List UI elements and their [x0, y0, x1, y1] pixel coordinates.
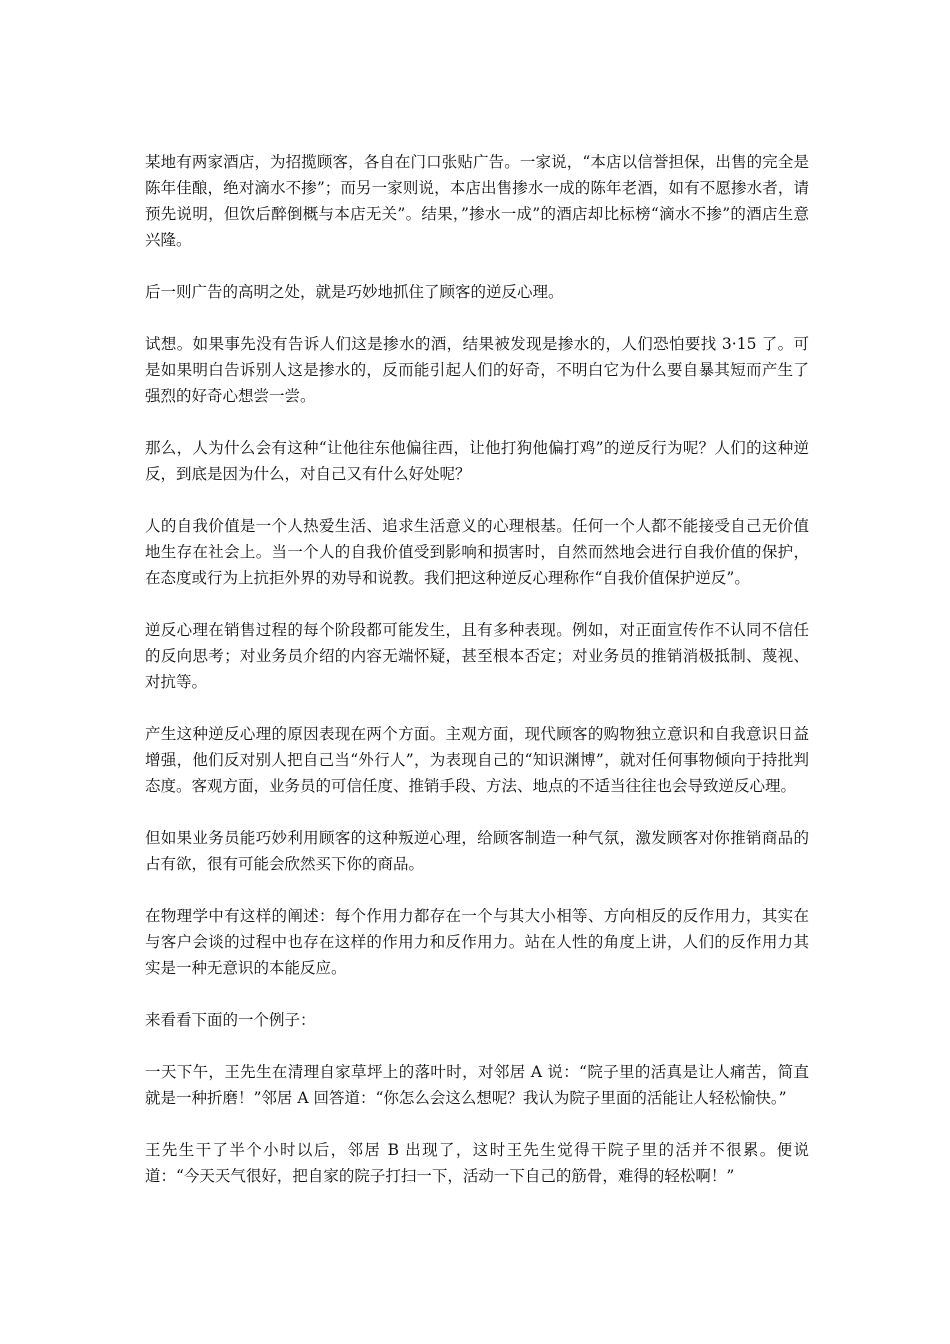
paragraph-12: 王先生干了半个小时以后，邻居 B 出现了，这时王先生觉得干院子里的活并不很累。便说道：“今天天气很好，把自家的院子打扫一下，活动一下自己的筋骨，难得的轻松啊！” — [145, 1141, 809, 1185]
paragraph-9: 在物理学中有这样的阐述：每个作用力都存在一个与其大小相等、方向相反的反作用力，其实在与客户会谈的过程中也存在这样的作用力和反作用力。站在人性的角度上讲，人们的反作用力其实是一种无意识的本能反应。 — [145, 907, 809, 977]
paragraph-2: 后一则广告的高明之处，就是巧妙地抓住了顾客的逆反心理。 — [145, 283, 564, 301]
paragraph-5: 人的自我价值是一个人热爱生活、追求生活意义的心理根基。任何一个人都不能接受自己无价值地生存在社会上。当一个人的自我价值受到影响和损害时，自然而然地会进行自我价值的保护，在态度或行为上抗拒外界的劝导和说教。我们把这种逆反心理称作“自我价值保护逆反”。 — [145, 517, 809, 587]
paragraph-1: 某地有两家酒店，为招揽顾客，各自在门口张贴广告。一家说，“本店以信誉担保，出售的完全是陈年佳酿，绝对滴水不掺”；而另一家则说，本店出售掺水一成的陈年老酒，如有不愿掺水者，请预先说明，但饮后醉倒概与本店无关”。结果，”掺水一成”的酒店却比标榜“滴水不掺”的酒店生意兴隆。 — [145, 153, 809, 249]
paragraph-3: 试想。如果事先没有告诉人们这是掺水的酒，结果被发现是掺水的，人们恐怕要找 3·15 了。可是如果明白告诉别人这是掺水的，反而能引起人们的好奇，不明白它为什么要自暴其短而产生了强烈的好奇心想尝一尝。 — [145, 335, 809, 405]
paragraph-4: 那么，人为什么会有这种“让他往东他偏往西，让他打狗他偏打鸡”的逆反行为呢？人们的这种逆反，到底是因为什么，对自己又有什么好处呢？ — [145, 439, 809, 483]
paragraph-8: 但如果业务员能巧妙利用顾客的这种叛逆心理，给顾客制造一种气氛，激发顾客对你推销商品的占有欲，很有可能会欣然买下你的商品。 — [145, 829, 809, 873]
paragraph-10: 来看看下面的一个例子： — [145, 1011, 316, 1029]
paragraph-11: 一天下午，王先生在清理自家草坪上的落叶时，对邻居 A 说：“院子里的活真是让人痛苦，简直就是一种折磨！”邻居 A 回答道：“你怎么会这么想呢？我认为院子里面的活能让人轻松愉快。” — [145, 1063, 809, 1107]
document-body — [145, 149, 809, 1215]
paragraph-7: 产生这种逆反心理的原因表现在两个方面。主观方面，现代顾客的购物独立意识和自我意识日益增强，他们反对别人把自己当“外行人”，为表现自己的“知识渊博”，就对任何事物倾向于持批判态度。客观方面，业务员的可信任度、推销手段、方法、地点的不适当往往也会导致逆反心理。 — [145, 725, 809, 795]
paragraph-6: 逆反心理在销售过程的每个阶段都可能发生，且有多种表现。例如，对正面宣传作不认同不信任的反向思考；对业务员介绍的内容无端怀疑，甚至根本否定；对业务员的推销消极抵制、蔑视、对抗等。 — [145, 621, 809, 691]
